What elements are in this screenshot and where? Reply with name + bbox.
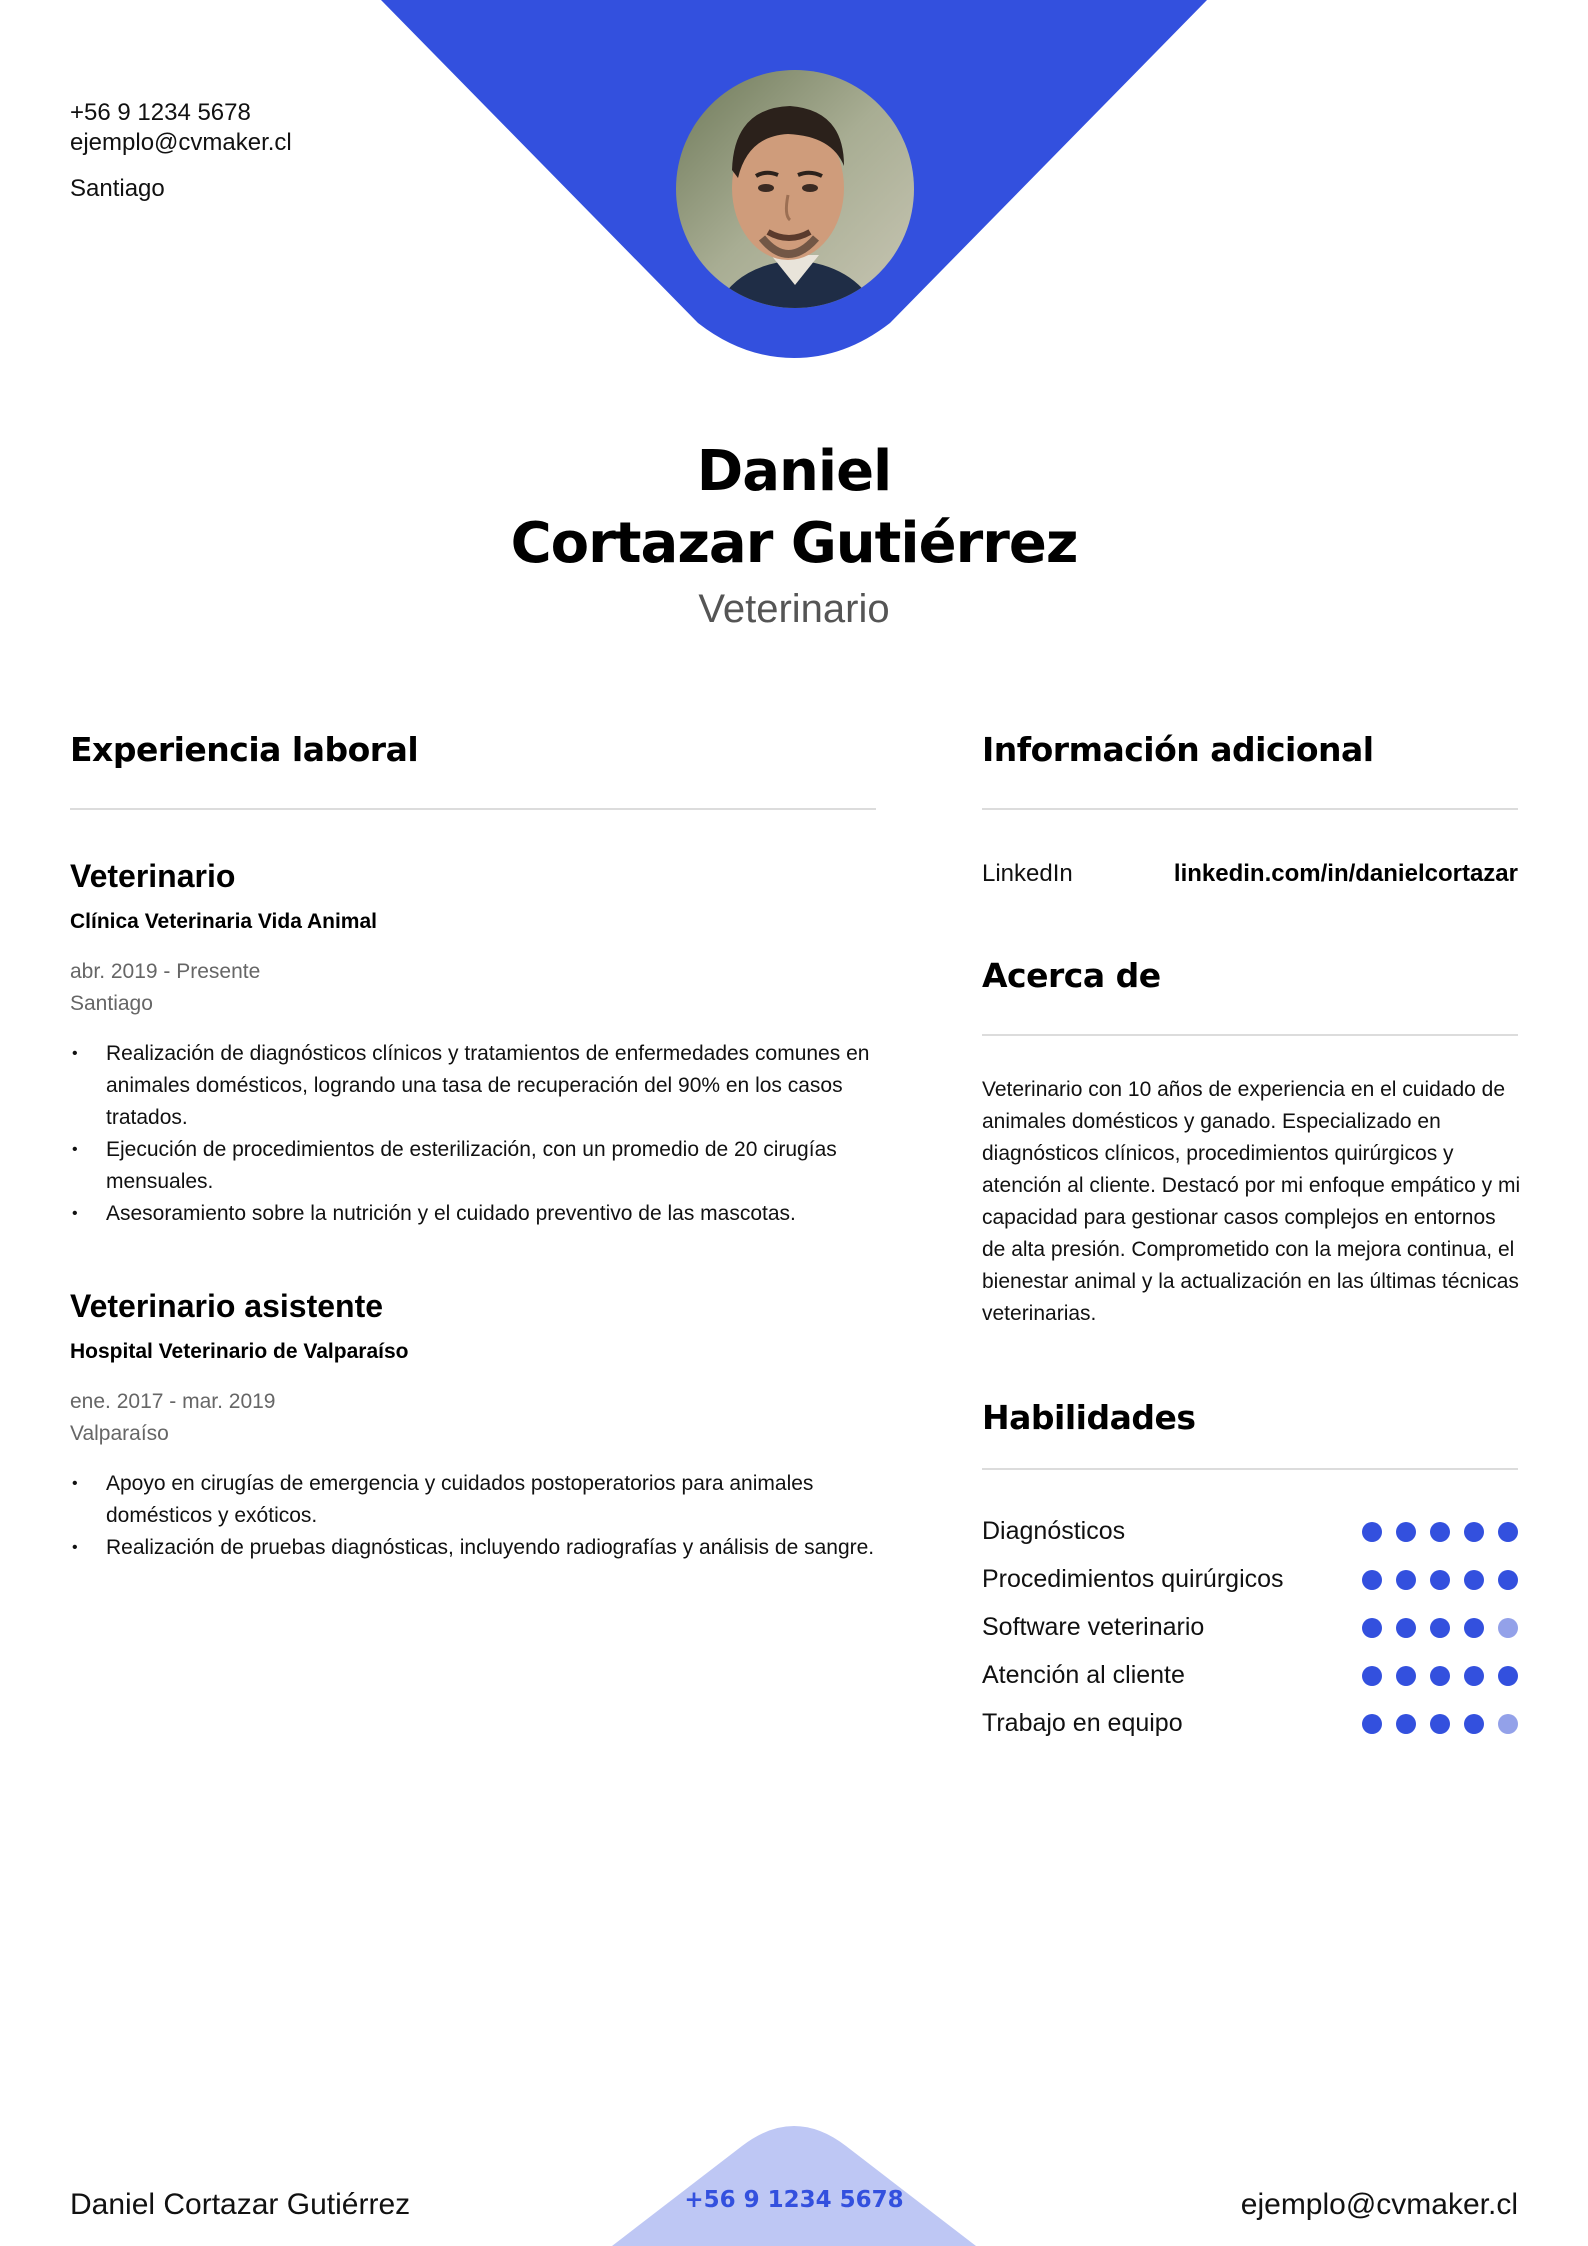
- skill-dot-filled: [1430, 1666, 1450, 1686]
- skill-dot-filled: [1464, 1570, 1484, 1590]
- job-entry-1: [70, 856, 880, 1230]
- skill-dot-empty: [1498, 1714, 1518, 1734]
- job-role: Veterinario: [70, 858, 236, 894]
- job-bullet: • Apoyo en cirugías de emergencia y cuidados postoperatorios para animales domésticos y exóticos.: [106, 1468, 880, 1532]
- footer-phone: +56 9 1234 5678: [684, 2187, 904, 2213]
- job-bullets: [70, 1038, 880, 1230]
- header-city: Santiago: [70, 175, 165, 202]
- skill-level: [1362, 1714, 1518, 1734]
- linkedin-label: LinkedIn: [982, 860, 1073, 887]
- skill-row: [982, 1658, 1518, 1706]
- skill-dot-filled: [1396, 1666, 1416, 1686]
- about-title: Acerca de: [982, 956, 1161, 995]
- additional-info-title: Información adicional: [982, 730, 1374, 769]
- skill-dot-filled: [1396, 1714, 1416, 1734]
- skill-row: [982, 1706, 1518, 1754]
- skill-row: [982, 1562, 1518, 1610]
- skill-row: [982, 1514, 1518, 1562]
- skill-dot-filled: [1362, 1522, 1382, 1542]
- skill-dot-filled: [1430, 1618, 1450, 1638]
- skill-dot-filled: [1396, 1522, 1416, 1542]
- job-dates: abr. 2019 - Presente: [70, 960, 261, 983]
- skill-dot-filled: [1362, 1570, 1382, 1590]
- job-company: Clínica Veterinaria Vida Animal: [70, 910, 377, 933]
- header-email: ejemplo@cvmaker.cl: [70, 129, 292, 156]
- about-text: Veterinario con 10 años de experiencia en el cuidado de animales domésticos y ganado. Especializado en diagnósticos clínicos, procedimientos quirúrgicos y atención al cliente. Destacó por mi enfoque empático y mi capacidad para gestionar casos complejos en entornos de alta presión. Comprometido con la mejora continua, el bienestar animal y la actualización en las últimas técnicas veterinarias.: [982, 1078, 1521, 1325]
- job-role: Veterinario asistente: [70, 1288, 384, 1324]
- job-dates: ene. 2017 - mar. 2019: [70, 1390, 276, 1413]
- skill-level: [1362, 1522, 1518, 1542]
- header-phone: +56 9 1234 5678: [70, 99, 251, 126]
- skill-dot-filled: [1498, 1666, 1518, 1686]
- skill-level: [1362, 1570, 1518, 1590]
- additional-info-divider: [982, 808, 1518, 810]
- skill-name: Procedimientos quirúrgicos: [982, 1565, 1284, 1593]
- skill-dot-filled: [1396, 1570, 1416, 1590]
- skill-dot-empty: [1498, 1618, 1518, 1638]
- last-name: Cortazar Gutiérrez: [510, 511, 1078, 576]
- skills-title: Habilidades: [982, 1398, 1196, 1437]
- skill-dot-filled: [1464, 1714, 1484, 1734]
- linkedin-row: [982, 856, 1518, 892]
- skill-dot-filled: [1464, 1522, 1484, 1542]
- job-bullet: • Ejecución de procedimientos de esterilización, con un promedio de 20 cirugías mensuales.: [106, 1134, 880, 1198]
- name-block: [0, 436, 1588, 634]
- experience-title: Experiencia laboral: [70, 730, 419, 769]
- footer-name: Daniel Cortazar Gutiérrez: [70, 2188, 411, 2221]
- skill-name: Software veterinario: [982, 1613, 1205, 1641]
- skill-level: [1362, 1666, 1518, 1686]
- skill-name: Trabajo en equipo: [982, 1709, 1183, 1737]
- skills-list: [982, 1514, 1518, 1754]
- job-company: Hospital Veterinario de Valparaíso: [70, 1340, 409, 1363]
- skill-dot-filled: [1362, 1666, 1382, 1686]
- job-bullet: • Realización de pruebas diagnósticas, incluyendo radiografías y análisis de sangre.: [106, 1532, 880, 1564]
- contact-info: [70, 98, 292, 204]
- skill-name: Diagnósticos: [982, 1517, 1126, 1545]
- skill-dot-filled: [1362, 1714, 1382, 1734]
- job-bullet: • Asesoramiento sobre la nutrición y el cuidado preventivo de las mascotas.: [106, 1198, 880, 1230]
- skill-dot-filled: [1430, 1570, 1450, 1590]
- job-entry-2: [70, 1286, 880, 1564]
- profile-photo: [676, 70, 914, 308]
- skill-dot-filled: [1430, 1714, 1450, 1734]
- skill-dot-filled: [1362, 1618, 1382, 1638]
- skill-dot-filled: [1464, 1666, 1484, 1686]
- skills-divider: [982, 1468, 1518, 1470]
- job-bullets: [70, 1468, 880, 1564]
- skill-level: [1362, 1618, 1518, 1638]
- linkedin-link[interactable]: linkedin.com/in/danielcortazar: [1173, 860, 1518, 887]
- skill-dot-filled: [1498, 1570, 1518, 1590]
- experience-divider: [70, 808, 876, 810]
- job-title: Veterinario: [698, 587, 890, 631]
- job-location: Santiago: [70, 992, 153, 1015]
- skill-dot-filled: [1498, 1522, 1518, 1542]
- footer-email: ejemplo@cvmaker.cl: [1240, 2188, 1518, 2221]
- skill-row: [982, 1610, 1518, 1658]
- job-bullet: • Realización de diagnósticos clínicos y tratamientos de enfermedades comunes en animales domésticos, logrando una tasa de recuperación del 90% en los casos tratados.: [106, 1038, 880, 1134]
- skill-name: Atención al cliente: [982, 1661, 1185, 1689]
- skill-dot-filled: [1464, 1618, 1484, 1638]
- skill-dot-filled: [1396, 1618, 1416, 1638]
- about-divider: [982, 1034, 1518, 1036]
- skill-dot-filled: [1430, 1522, 1450, 1542]
- job-location: Valparaíso: [70, 1422, 169, 1445]
- first-name: Daniel: [696, 439, 892, 504]
